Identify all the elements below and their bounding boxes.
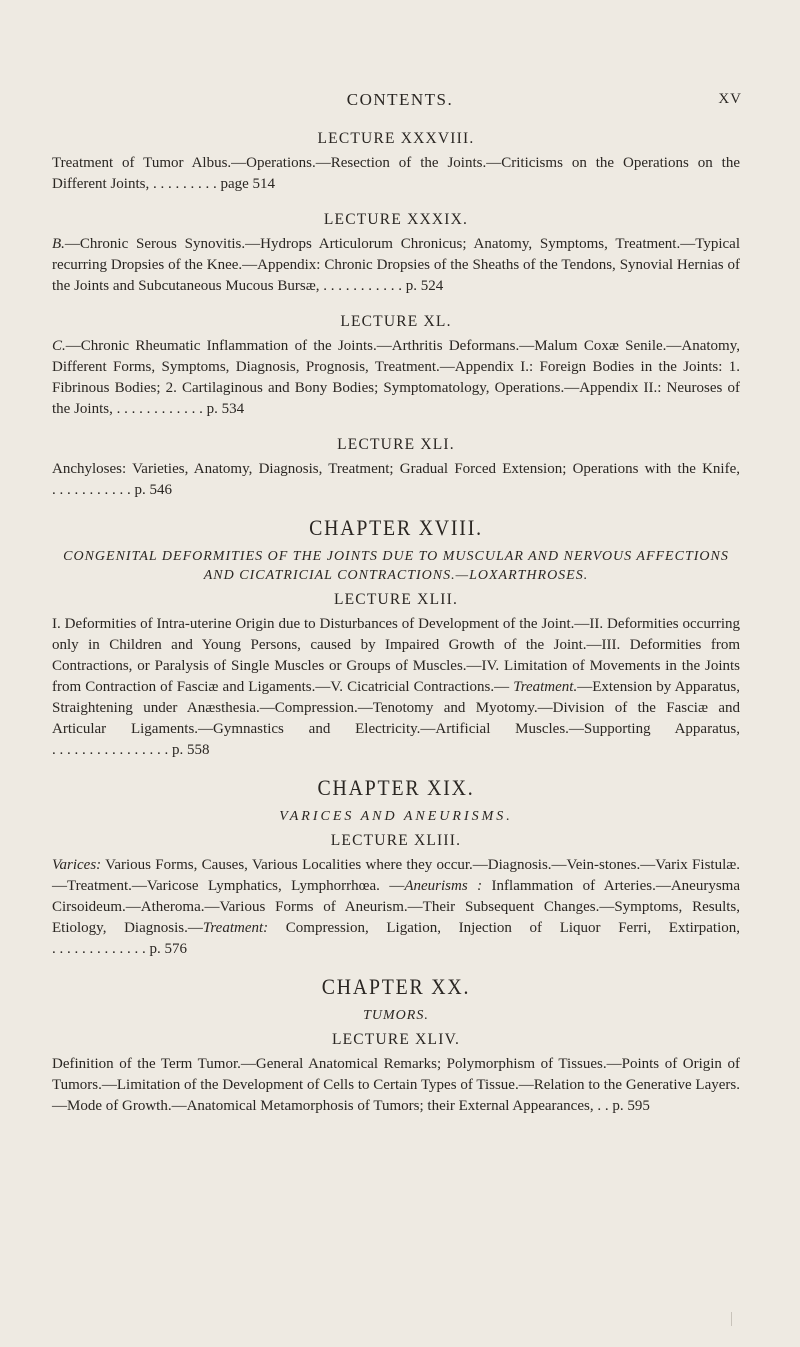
summary-text: Treatment of Tumor Albus.—Operations.—Resection of the Joints.—Criticisms on the Operations on the Different Joints, — [52, 155, 740, 192]
chapter-entry — [52, 974, 740, 1117]
summary-text: —Chronic Rheumatic Inflammation of the Joints.—Arthritis Deformans.—Malum Coxæ Senile.—Anatomy, Different Forms, Symptoms, Diagnosis, Prognosis, Treatment.—Appendix I.: Foreign Bodies in the Joints: 1. Fibrinous Bodies; 2. Cartilaginous and Bony Bodies; Symptomatology, Operations.—Appendix II.: Neuroses of the Joints, — [52, 338, 740, 417]
lecture-heading: LECTURE XLI. — [337, 436, 455, 453]
dot-leader: . . . . . . . . . . . . — [112, 401, 207, 417]
summary-italic: Treatment. — [513, 679, 578, 695]
chapter-entry — [52, 515, 740, 761]
summary-text: Various Forms, Causes, Various Localities where they occur.—Diagnosis.—Vein-stones.—Varix Fistulæ.—Treatment.—Varicose Lymphatics, Lymphorrhœa. — — [52, 857, 740, 894]
page-reference: p. 595 — [612, 1098, 650, 1114]
chapter-heading: CHAPTER XVIII. — [309, 515, 483, 540]
running-head-title: CONTENTS. — [346, 90, 454, 109]
chapter-entry — [52, 775, 740, 960]
lecture-heading: LECTURE XLIV. — [331, 1031, 461, 1048]
dot-leader: . . — [593, 1098, 613, 1114]
lecture-summary — [52, 614, 740, 761]
chapter-heading: CHAPTER XIX. — [317, 775, 475, 800]
summary-text: I. Deformities of Intra-uterine Origin due to Disturbances of Development of the Joint.—II. Deformities occurring only in Children and Young Persons, caused by Impaired Growth of the Joint.—III. Deformities from Contractions, or Paralysis of Single Muscles or Groups of Muscles.—IV. Limitation of Movements in the Joints from Contraction of Fasciæ and Ligaments.—V. Cicatricial Contractions.— — [52, 616, 740, 695]
contents-body — [52, 128, 740, 1131]
summary-text: Inflammation of Arteries.—Aneurysma Cirsoideum.—Atheroma.—Various Forms of Aneurism.—Their Subsequent Changes.—Symptoms, Results, Etiology, Diagnosis.— — [52, 878, 740, 936]
dot-leader: . . . . . . . . . . . . . — [52, 941, 150, 957]
lecture-summary — [52, 153, 740, 195]
lecture-heading: LECTURE XL. — [340, 313, 452, 330]
page-mark — [731, 1312, 732, 1326]
lecture-heading: LECTURE XXXVIII. — [317, 130, 475, 147]
page-reference: p. 558 — [172, 742, 210, 758]
chapter-subtitle: VARICES AND ANEURISMS. — [279, 809, 513, 824]
lecture-heading: LECTURE XXXIX. — [323, 211, 469, 228]
chapter-subtitle: CONGENITAL DEFORMITIES OF THE JOINTS DUE TO MUSCULAR AND NERVOUS AFFECTIONS AND CICATRICIAL CONTRACTIONS.—LOXARTHROSES. — [63, 549, 729, 583]
section-letter: C. — [52, 338, 66, 354]
summary-text: —Chronic Serous Synovitis.—Hydrops Articulorum Chronicus; Anatomy, Symptoms, Treatment.—Typical recurring Dropsies of the Knee.—Appendix: Chronic Dropsies of the Sheaths of the Tendons, Synovial Hernias of the Joints and Subcutaneous Mucous Bursæ, — [52, 236, 740, 294]
dot-leader: . . . . . . . . . . . . . . . . — [52, 742, 172, 758]
lecture-entry — [52, 311, 740, 420]
dot-leader: . . . . . . . . . — [149, 176, 221, 192]
running-head-page-number: XV — [718, 91, 742, 107]
chapter-heading: CHAPTER XX. — [321, 974, 471, 999]
summary-text: Definition of the Term Tumor.—General Anatomical Remarks; Polymorphism of Tissues.—Points of Origin of Tumors.—Limitation of the Development of Cells to Certain Types of Tissue.—Relation to the Generative Layers.—Mode of Growth.—Anatomical Metamorphosis of Tumors; their External Appearances, — [52, 1056, 740, 1114]
lecture-entry — [52, 128, 740, 195]
page-reference: p. 524 — [405, 278, 444, 294]
summary-italic: Aneurisms : — [404, 878, 483, 894]
page-reference: p. 546 — [134, 482, 172, 498]
lecture-heading: LECTURE XLII. — [333, 591, 459, 608]
dot-leader: . . . . . . . . . . . — [52, 482, 135, 498]
lecture-summary — [52, 855, 740, 960]
summary-italic: Treatment: — [202, 920, 269, 936]
summary-text: —Extension by Apparatus, Straightening under Anæsthesia.—Compression.—Tenotomy and Myotomy.—Division of the Fasciæ and Articular Ligaments.—Gymnastics and Electricity.—Artificial Muscles.—Supporting Apparatus, — [52, 679, 740, 737]
summary-text: Anchyloses: Varieties, Anatomy, Diagnosis, Treatment; Gradual Forced Extension; Operations with the Knife, — [52, 461, 740, 477]
section-letter: B. — [52, 236, 65, 252]
page-reference: page 514 — [220, 176, 276, 192]
lecture-summary — [52, 336, 740, 420]
lecture-heading: LECTURE XLIII. — [330, 832, 462, 849]
summary-italic: Varices: — [52, 857, 102, 873]
lecture-entry — [52, 434, 740, 501]
running-head — [0, 90, 800, 112]
lecture-summary — [52, 459, 740, 501]
dot-leader: . . . . . . . . . . . — [319, 278, 406, 294]
summary-text: Compression, Ligation, Injection of Liquor Ferri, Extirpation, — [268, 920, 740, 936]
page-reference: p. 576 — [149, 941, 187, 957]
lecture-summary — [52, 234, 740, 297]
lecture-summary — [52, 1054, 740, 1117]
chapter-subtitle: TUMORS. — [363, 1008, 429, 1023]
lecture-entry — [52, 209, 740, 297]
page-reference: p. 534 — [206, 401, 245, 417]
